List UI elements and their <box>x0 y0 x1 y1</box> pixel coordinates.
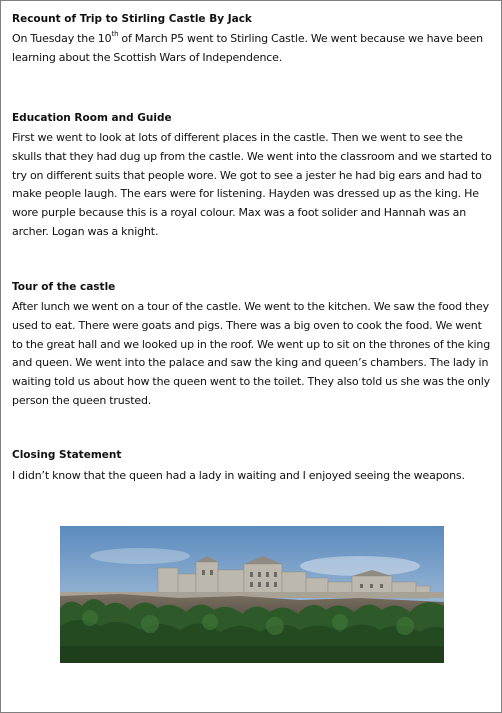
section-body-tour: After lunch we went on a tour of the castle. We went to the kitchen. We saw the food they used to eat. There were goats and pigs. There was a big oven to cook the food. We went to the great hall and we looked up in the roof. We went up to sit on the thrones of the king and queen. We went into the palace and saw the king and queen’s chambers. The lady in waiting told us about how the queen went to the toilet. They also told us she was the only person the queen trusted. <box>12 300 491 407</box>
date-superscript: th <box>111 30 119 39</box>
castle-photo <box>60 526 444 663</box>
castle-photo-image <box>60 526 444 663</box>
section-heading-tour: Tour of the castle <box>12 281 116 293</box>
section-heading-education: Education Room and Guide <box>12 112 172 124</box>
intro-text-end: of March P5 went to Stirling Castle. We went because we have been learning about the Scottish Wars of Independence. <box>12 32 483 64</box>
section-body-closing: I didn’t know that the queen had a lady in waiting and I enjoyed seeing the weapons. <box>12 469 465 482</box>
intro-text-start: On Tuesday the 10 <box>12 32 112 45</box>
intro-paragraph <box>12 30 494 68</box>
section-heading-closing: Closing Statement <box>12 449 122 461</box>
document-title: Recount of Trip to Stirling Castle By Jack <box>12 13 252 25</box>
section-body-education: First we went to look at lots of different places in the castle. Then we went to see the skulls that they had dug up from the castle. We went into the classroom and we started to try on different suits that people wore. We got to see a jester he had big ears and had to make people laugh. The ears were for listening. Hayden was dressed up as the king. He wore purple because this is a royal colour. Max was a foot solider and Hannah was an archer. Logan was a knight. <box>12 131 492 238</box>
